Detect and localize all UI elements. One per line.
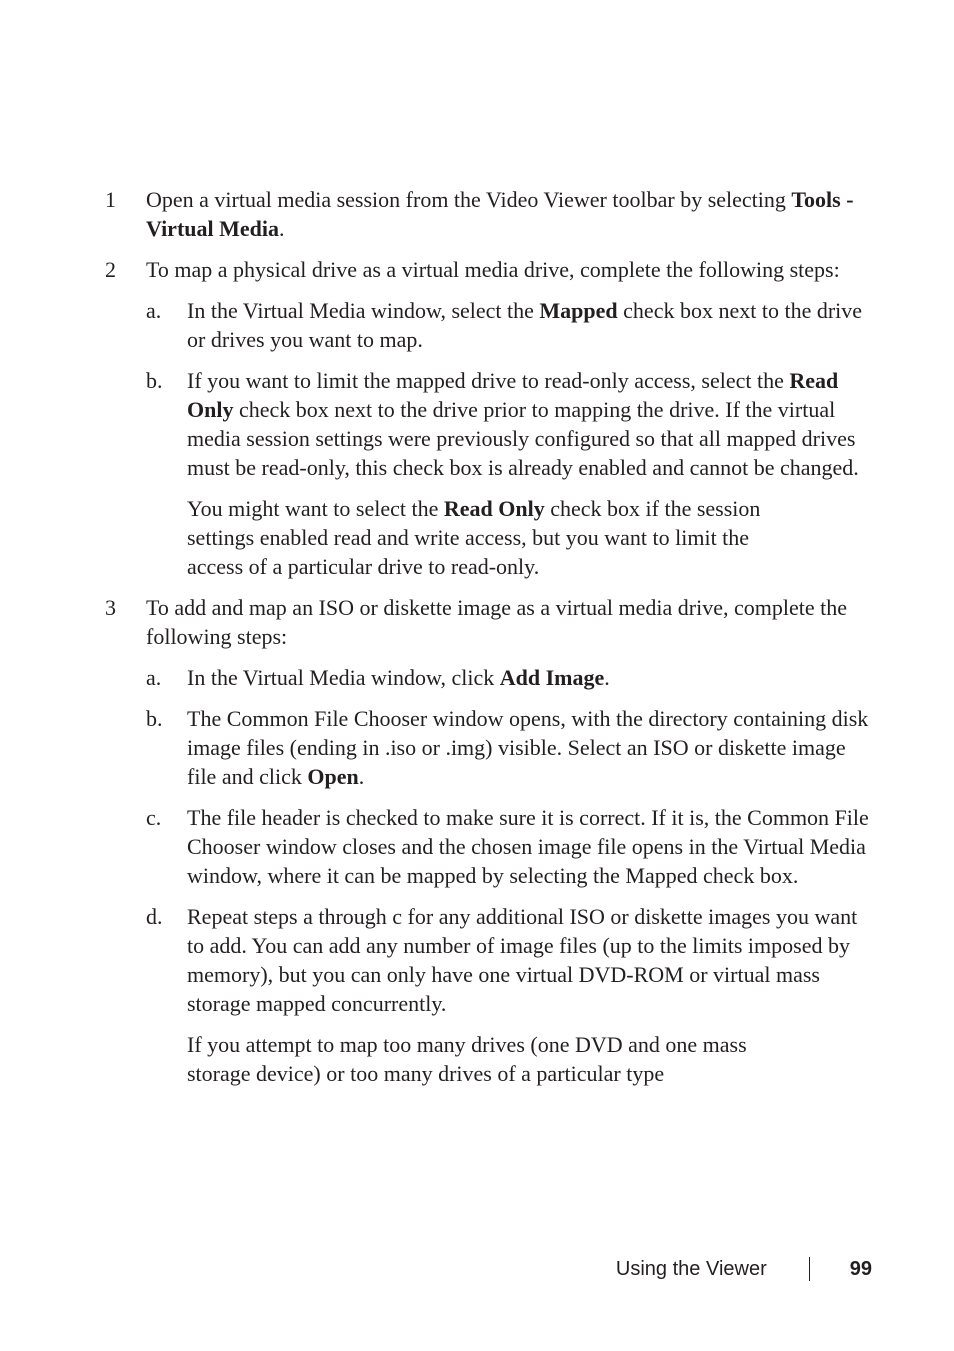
step-number: 2	[105, 257, 116, 282]
substep-note: You might want to select the Read Only check box if the session settings enabled read and write access, but you want to limit the access of a particular drive to read-only.	[187, 496, 761, 579]
substep-letter: a.	[146, 665, 162, 690]
footer-section-title: Using the Viewer	[615, 1257, 767, 1280]
substep-text: In the Virtual Media window, click Add Image.	[187, 665, 610, 690]
substep-text: In the Virtual Media window, select the Mapped check box next to the drive or drives you want to map.	[187, 298, 863, 352]
substep-2b	[146, 366, 875, 581]
substep-text: The Common File Chooser window opens, with the directory containing disk image files (ending in .iso or .img) visible. Select an ISO or diskette image file and click Open.	[187, 706, 869, 789]
footer-divider	[809, 1257, 810, 1281]
step-3	[105, 593, 875, 1088]
step-text: To add and map an ISO or diskette image as a virtual media drive, complete the following steps:	[146, 595, 848, 649]
menu-path: Tools - Virtual Media	[146, 187, 854, 241]
substep-letter: b.	[146, 368, 163, 393]
substep-letter: d.	[146, 904, 163, 929]
substep-letter: c.	[146, 805, 162, 830]
substep-3d	[146, 902, 875, 1088]
substep-text: If you want to limit the mapped drive to read-only access, select the Read Only check box next to the drive prior to mapping the drive. If the virtual media session settings were previously configured so that all mapped drives must be read-only, this check box is already enabled and cannot be changed.	[187, 368, 859, 480]
substep-list	[146, 296, 875, 581]
step-2	[105, 255, 875, 581]
substep-3b	[146, 704, 875, 791]
substep-2a	[146, 296, 875, 354]
substep-3c	[146, 803, 875, 890]
substep-3a	[146, 663, 875, 692]
page-footer	[616, 1257, 872, 1281]
step-number: 3	[105, 595, 116, 620]
substep-text: The file header is checked to make sure it is correct. If it is, the Common File Chooser window closes and the chosen image file opens in the Virtual Media window, where it can be mapped by selecting the Mapped check box.	[187, 805, 869, 888]
substep-list	[146, 663, 875, 1088]
substep-letter: a.	[146, 298, 162, 323]
step-number: 1	[105, 187, 116, 212]
step-text: To map a physical drive as a virtual media drive, complete the following steps:	[146, 257, 840, 282]
step-1	[105, 185, 875, 243]
step-text: Open a virtual media session from the Video Viewer toolbar by selecting Tools - Virtual Media.	[146, 187, 854, 241]
page-content	[105, 185, 875, 1100]
substep-note: If you attempt to map too many drives (one DVD and one mass storage device) or too many drives of a particular type	[187, 1032, 747, 1086]
substep-letter: b.	[146, 706, 163, 731]
page-number: 99	[849, 1257, 872, 1280]
substep-text: Repeat steps a through c for any additional ISO or diskette images you want to add. You can add any number of image files (up to the limits imposed by memory), but you can only have one virtual DVD-ROM or virtual mass storage mapped concurrently.	[187, 904, 858, 1016]
